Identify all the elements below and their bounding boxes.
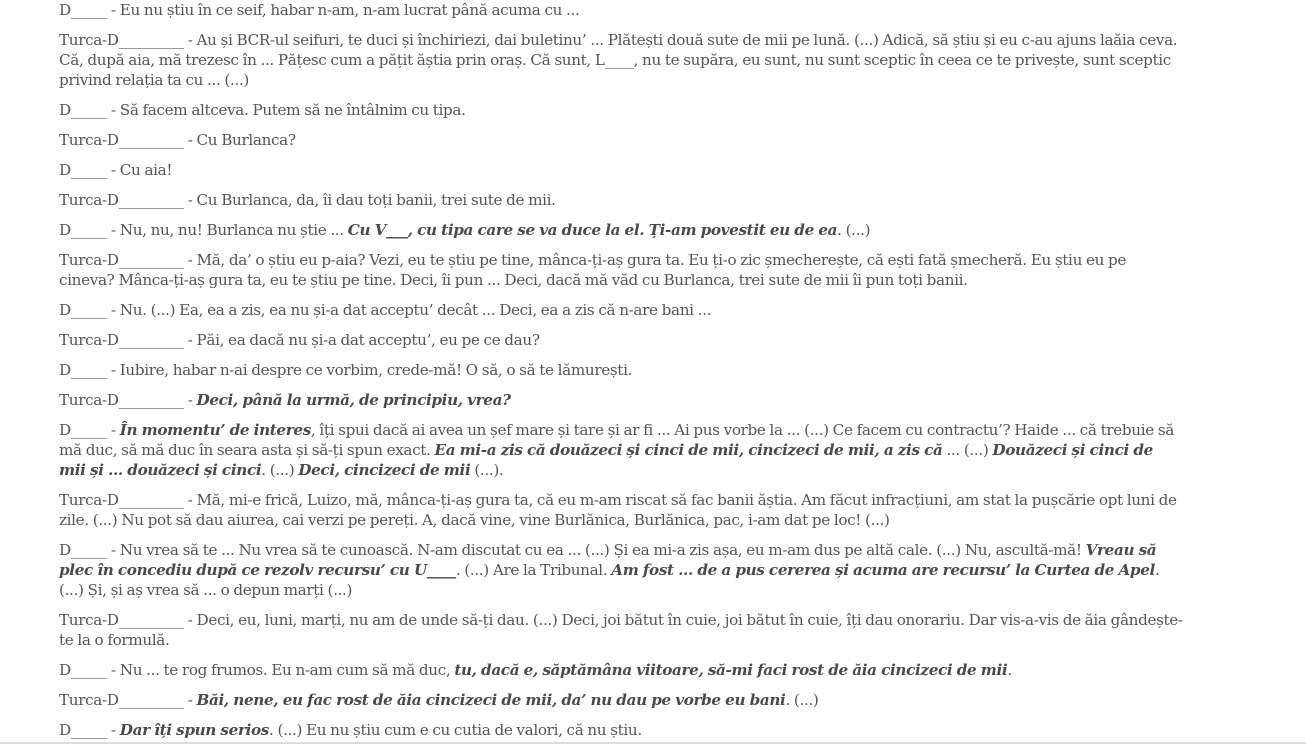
transcript-paragraph: D_____ - Nu, nu, nu! Burlanca nu știe ... Cu V___, cu tipa care se va duce la el. Ți-am povestit eu de ea. (...) bbox=[59, 221, 871, 239]
emphasis-text: În momentu’ de interes bbox=[119, 421, 311, 439]
emphasis-text: Ea mi-a zis că douăzeci și cinci de mii, cincizeci de mii, a zis că bbox=[434, 441, 943, 459]
emphasis-text: Douăzeci și cinci de mii și ... douăzeci și cinci bbox=[59, 441, 1153, 479]
transcript-paragraph: D_____ - Eu nu știu în ce seif, habar n-am, n-am lucrat până acuma cu ... bbox=[59, 1, 580, 19]
transcript-paragraph: D_____ - Nu ... te rog frumos. Eu n-am cum să mă duc, tu, dacă e, săptămâna viitoare, să-mi faci rost de ăia cincizeci de mii. bbox=[59, 661, 1012, 679]
transcript-paragraph: Turca-D_________ - Deci, până la urmă, de principiu, vrea? bbox=[59, 391, 511, 409]
transcript-paragraph: D_____ - Cu aia! bbox=[59, 161, 173, 179]
transcript-paragraph: Turca-D_________ - Deci, eu, luni, marți, nu am de unde să-ți dau. (...) Deci, joi bătut în cuie, joi bătut în cuie, îți dau onorariu. Dar vis-a-vis de ăia gândește-te la o formulă. bbox=[59, 611, 1183, 649]
transcript-paragraph: Turca-D_________ - Mă, da’ o știu eu p-aia? Vezi, eu te știu pe tine, mânca-ți-aș gura ta. Eu ți-o zic șmecherește, că ești fată șmecheră. Eu știu eu pe cineva? Mânca-ți-aș gura ta, eu te știu pe tine. Deci, îi pun ... Deci, dacă mă văd cu Burlanca, trei sute de mii îi pun toți banii. bbox=[59, 251, 1127, 289]
emphasis-text: Deci, cincizeci de mii bbox=[298, 461, 471, 479]
emphasis-text: Băi, nene, eu fac rost de ăia cincizeci de mii, da’ nu dau pe vorbe eu bani bbox=[196, 691, 786, 709]
transcript-paragraph: Turca-D_________ - Băi, nene, eu fac rost de ăia cincizeci de mii, da’ nu dau pe vorbe eu bani. (...) bbox=[59, 691, 819, 709]
transcript-paragraph: D_____ - Dar îți spun serios. (...) Eu nu știu cum e cu cutia de valori, că nu știu. bbox=[59, 721, 642, 739]
transcript-paragraph: D_____ - Nu vrea să te ... Nu vrea să te cunoască. N-am discutat cu ea ... (...) Și ea mi-a zis așa, eu m-am dus pe altă cale. (...) Nu, ascultă-mă! Vreau să plec în concediu după ce rezolv recursu’ cu U____. (...) Are la Tribunal. Am fost ... de a pus cererea și acuma are recursu’ la Curtea de Apel. (...) Și, și aș vrea să ... o depun marți (...) bbox=[59, 541, 1160, 599]
transcript-paragraph: D_____ - Nu. (...) Ea, ea a zis, ea nu și-a dat acceptu’ decât ... Deci, ea a zis că n-are bani ... bbox=[59, 301, 712, 319]
emphasis-text: Cu V___, cu tipa care se va duce la el. Ți-am povestit eu de ea bbox=[347, 221, 838, 239]
transcript bbox=[59, 0, 1183, 750]
emphasis-text: Vreau să plec în concediu după ce rezolv recursu’ cu U____ bbox=[59, 541, 1157, 579]
transcript-paragraph: Turca-D_________ - Cu Burlanca, da, îi dau toți banii, trei sute de mii. bbox=[59, 191, 556, 209]
emphasis-text: tu, dacă e, săptămâna viitoare, să-mi faci rost de ăia cincizeci de mii bbox=[454, 661, 1008, 679]
transcript-paragraph: Turca-D_________ - Mă, mi-e frică, Luizo, mă, mânca-ți-aș gura ta, că eu m-am riscat să fac banii ăștia. Am făcut infracțiuni, am stat la pușcărie opt luni de zile. (...) Nu pot să dau aiurea, cai verzi pe pereți. A, dacă vine, vine Burlănica, Burlănica, pac, i-am dat pe loc! (...) bbox=[59, 491, 1177, 529]
transcript-paragraph: Turca-D_________ - Cu Burlanca? bbox=[59, 131, 296, 149]
emphasis-text: Deci, până la urmă, de principiu, vrea? bbox=[196, 391, 511, 409]
transcript-paragraph: Turca-D_________ - Păi, ea dacă nu și-a dat acceptu’, eu pe ce dau? bbox=[59, 331, 540, 349]
transcript-paragraph: D_____ - În momentu’ de interes, îți spui dacă ai avea un șef mare și tare și ar fi ... Ai pus vorbe la ... (...) Ce facem cu contractu’? Haide ... că trebuie să mă duc, să mă duc în seara asta și să-ți spun exact. Ea mi-a zis că douăzeci și cinci de mii, cincizeci de mii, a zis că ... (...) Douăzeci și cinci de mii și ... douăzeci și cinci. (...) Deci, cincizeci de mii (...). bbox=[59, 421, 1174, 479]
emphasis-text: Dar îți spun serios bbox=[119, 721, 269, 739]
emphasis-text: Am fost ... de a pus cererea și acuma are recursu’ la Curtea de Apel bbox=[611, 561, 1155, 579]
transcript-paragraph: D_____ - Să facem altceva. Putem să ne întâlnim cu tipa. bbox=[59, 101, 466, 119]
transcript-paragraph: Turca-D_________ - Au și BCR-ul seifuri, te duci și închiriezi, dai buletinu’ ... Plătești două sute de mii pe lună. (...) Adică, să știu și eu c-au ajuns laăia ceva. Că, după aia, mă trezesc în ... Pățesc cum a pățit ăștia prin oraș. Că sunt, L____, nu te supăra, eu sunt, nu sunt sceptic în ceea ce te privește, sunt sceptic privind relația ta cu ... (...) bbox=[59, 31, 1178, 89]
transcript-paragraph: D_____ - Iubire, habar n-ai despre ce vorbim, crede-mă! O să, o să te lămurești. bbox=[59, 361, 633, 379]
